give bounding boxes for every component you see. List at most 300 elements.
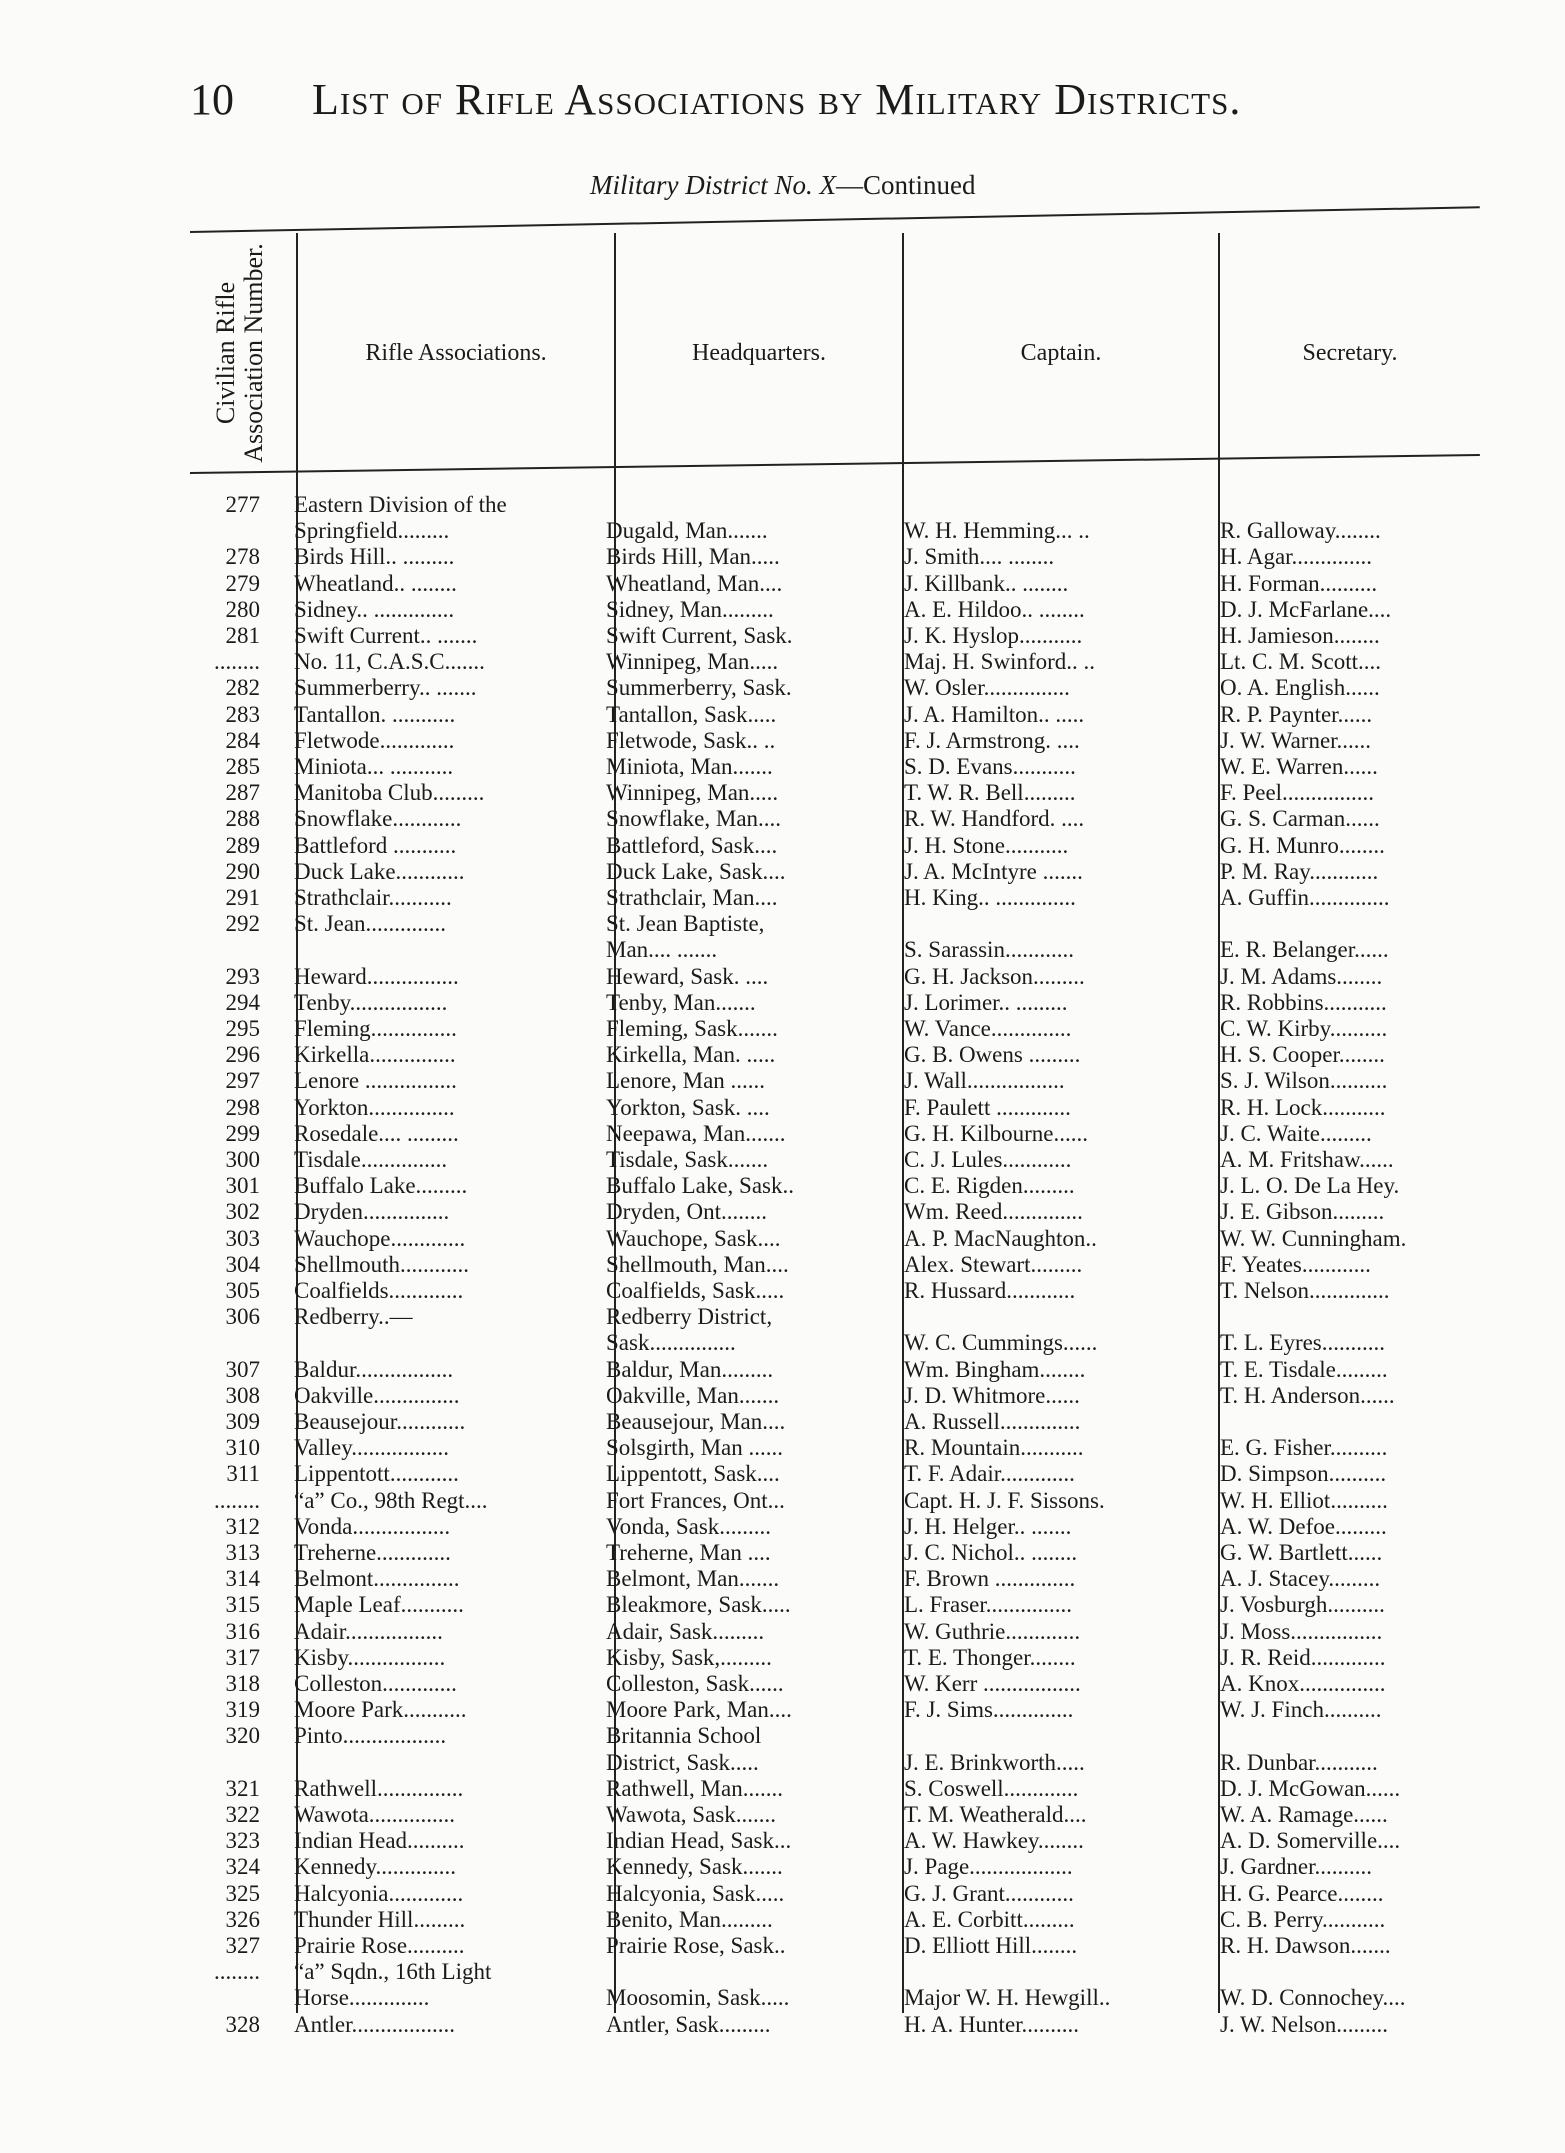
secretary-name: A. J. Stacey.........	[1220, 1566, 1381, 1592]
association-name: Pinto..................	[294, 1723, 447, 1749]
association-name: Sidney.. ..............	[294, 596, 455, 622]
table-row	[0, 1383, 1565, 1409]
secretary-name: J. E. Gibson.........	[1220, 1199, 1385, 1225]
table-row	[0, 1199, 1565, 1225]
table-row	[0, 1671, 1565, 1697]
association-number: 311	[226, 1461, 260, 1487]
captain-name: A. W. Hawkey........	[904, 1828, 1084, 1854]
association-number: 291	[225, 885, 260, 910]
association-name: Treherne.............	[294, 1540, 451, 1565]
association-name: Battleford ...........	[294, 832, 457, 858]
secretary-name: R. Galloway........	[1220, 518, 1381, 544]
association-name: Strathclair...........	[294, 885, 452, 910]
association-number: 303	[225, 1225, 260, 1251]
captain-name: W. Guthrie.............	[904, 1618, 1081, 1644]
association-name: Rathwell...............	[294, 1775, 464, 1801]
association-name: Kennedy..............	[294, 1854, 457, 1880]
association-name: Belmont...............	[294, 1566, 460, 1592]
headquarters: Strathclair, Man....	[606, 885, 778, 910]
table-row	[0, 1304, 1565, 1330]
association-name: Indian Head..........	[294, 1828, 465, 1854]
headquarters: Snowflake, Man....	[606, 806, 782, 832]
headquarters: Sask...............	[606, 1330, 736, 1356]
association-number: 327	[225, 1933, 260, 1958]
association-name: Redberry..—	[294, 1304, 413, 1330]
table-row	[0, 1907, 1565, 1933]
secretary-name: W. D. Connochey....	[1220, 1985, 1406, 2011]
captain-name: R. Hussard............	[904, 1278, 1076, 1303]
secretary-name: G. H. Munro........	[1220, 832, 1385, 858]
headquarters: Miniota, Man.......	[606, 754, 773, 779]
table-row	[0, 571, 1565, 597]
association-number: 299	[225, 1120, 260, 1146]
table-row	[0, 1488, 1565, 1514]
association-name: Halcyonia.............	[294, 1880, 464, 1906]
secretary-name: S. J. Wilson..........	[1220, 1068, 1388, 1094]
headquarters: Benito, Man.........	[606, 1906, 773, 1932]
association-number: 325	[225, 1880, 260, 1906]
headquarters: Coalfields, Sask.....	[606, 1278, 785, 1303]
secretary-name: T. Nelson..............	[1220, 1278, 1390, 1303]
table-row	[0, 2012, 1565, 2038]
secretary-name: J. W. Warner......	[1220, 727, 1372, 753]
headquarters: Fleming, Sask.......	[606, 1016, 778, 1041]
table-row	[0, 885, 1565, 911]
headquarters: Kirkella, Man. .....	[606, 1042, 776, 1068]
captain-name: Wm. Bingham........	[904, 1356, 1086, 1382]
captain-name: F. J. Armstrong. ....	[904, 727, 1080, 753]
headquarters: Heward, Sask. ....	[606, 963, 769, 989]
captain-name: Wm. Reed..............	[904, 1199, 1083, 1225]
association-number: ........	[214, 1959, 260, 1985]
table-row	[0, 649, 1565, 675]
association-name: Eastern Division of the	[294, 492, 507, 517]
association-number: 318	[225, 1671, 260, 1696]
association-name: Baldur.................	[294, 1356, 454, 1382]
secretary-name: F. Yeates............	[1220, 1251, 1371, 1277]
association-number: 310	[225, 1435, 260, 1461]
headquarters: Summerberry, Sask.	[606, 675, 792, 701]
headquarters: Tisdale, Sask.......	[606, 1147, 769, 1172]
table-row	[0, 1933, 1565, 1959]
association-name: Vonda.................	[294, 1513, 451, 1539]
association-number: 290	[225, 858, 260, 884]
table-row	[0, 1959, 1565, 1985]
secretary-name: J. R. Reid.............	[1220, 1644, 1386, 1670]
association-number: 314	[225, 1566, 260, 1592]
association-name: Moore Park...........	[294, 1697, 467, 1723]
association-name: Lippentott............	[294, 1461, 459, 1487]
secretary-name: W. A. Ramage......	[1220, 1802, 1388, 1827]
table-header	[0, 233, 1565, 473]
captain-name: J. K. Hyslop...........	[904, 623, 1083, 648]
headquarters: Baldur, Man.........	[606, 1356, 774, 1382]
captain-name: G. B. Owens .........	[904, 1042, 1081, 1068]
table-row	[0, 1278, 1565, 1304]
captain-name: T. E. Thonger........	[904, 1644, 1076, 1670]
association-number: 315	[225, 1592, 260, 1618]
secretary-name: J. C. Waite.........	[1220, 1120, 1372, 1146]
association-name: Snowflake............	[294, 806, 462, 832]
captain-name: J. Lorimer.. .........	[904, 989, 1068, 1015]
headquarters: Man.... .......	[606, 937, 718, 963]
association-name: “a” Sqdn., 16th Light	[294, 1959, 492, 1985]
secretary-name: A. D. Somerville....	[1220, 1828, 1401, 1854]
table-row	[0, 518, 1565, 544]
association-number: 307	[225, 1356, 260, 1382]
table-row	[0, 1226, 1565, 1252]
secretary-name: T. L. Eyres...........	[1220, 1330, 1386, 1356]
headquarters: Redberry District,	[606, 1304, 773, 1330]
association-name: Maple Leaf...........	[294, 1592, 464, 1618]
headquarters: Birds Hill, Man.....	[606, 544, 780, 570]
association-number: 321	[225, 1775, 260, 1801]
association-number: 284	[225, 727, 260, 753]
continued-label: —Continued	[836, 170, 976, 200]
captain-name: Capt. H. J. F. Sissons.	[904, 1487, 1105, 1513]
table-row	[0, 964, 1565, 990]
secretary-name: W. E. Warren......	[1220, 754, 1378, 779]
captain-name: G. H. Kilbourne......	[904, 1120, 1088, 1146]
association-number: 305	[225, 1278, 260, 1303]
headquarters: Kennedy, Sask.......	[606, 1854, 783, 1880]
secretary-name: E. G. Fisher..........	[1220, 1435, 1388, 1461]
association-number: 308	[225, 1382, 260, 1408]
headquarters: Fletwode, Sask.. ..	[606, 727, 776, 753]
col-header-captain: Captain.	[1020, 339, 1102, 366]
table-row	[0, 1566, 1565, 1592]
table-row	[0, 492, 1565, 518]
association-name: Birds Hill.. .........	[294, 544, 455, 570]
captain-name: J. H. Stone...........	[904, 832, 1069, 858]
page-title: List of Rifle Associations by Military Districts.	[312, 75, 1242, 124]
secretary-name: T. H. Anderson......	[1220, 1382, 1395, 1408]
table-row	[0, 1776, 1565, 1802]
captain-name: J. Page..................	[904, 1854, 1073, 1880]
headquarters: Belmont, Man.......	[606, 1566, 780, 1592]
captain-name: J. H. Helger.. .......	[904, 1513, 1072, 1539]
headquarters: Halcyonia, Sask.....	[606, 1880, 785, 1906]
association-name: Oakville...............	[294, 1382, 460, 1408]
association-name: No. 11, C.A.S.C.......	[294, 649, 485, 675]
association-name: Wheatland.. ........	[294, 570, 457, 596]
table-row	[0, 1042, 1565, 1068]
table-row	[0, 1330, 1565, 1356]
association-name: Wawota...............	[294, 1802, 456, 1827]
headquarters: Indian Head, Sask...	[606, 1828, 792, 1854]
secretary-name: H. G. Pearce........	[1220, 1880, 1384, 1906]
captain-name: J. C. Nichol.. ........	[904, 1540, 1078, 1565]
association-number: 328	[225, 2011, 260, 2037]
table-row	[0, 1409, 1565, 1435]
association-name: Tenby.................	[294, 989, 448, 1015]
secretary-name: R. P. Paynter......	[1220, 701, 1373, 727]
association-name: “a” Co., 98th Regt....	[294, 1487, 488, 1513]
headquarters: Wawota, Sask.......	[606, 1802, 776, 1827]
secretary-name: R. H. Dawson.......	[1220, 1933, 1391, 1958]
association-name: Buffalo Lake.........	[294, 1173, 468, 1199]
secretary-name: F. Peel................	[1220, 780, 1375, 806]
association-name: Dryden...............	[294, 1199, 450, 1225]
table-row	[0, 1068, 1565, 1094]
headquarters: Moore Park, Man....	[606, 1697, 792, 1723]
association-number: 292	[225, 911, 260, 937]
association-number: 282	[225, 675, 260, 701]
secretary-name: A. W. Defoe.........	[1220, 1513, 1387, 1539]
captain-name: G. H. Jackson.........	[904, 963, 1085, 989]
association-name: Shellmouth............	[294, 1251, 470, 1277]
secretary-name: T. E. Tisdale.........	[1220, 1356, 1388, 1382]
table-row	[0, 911, 1565, 937]
page-header	[190, 74, 1430, 134]
association-name: Horse..............	[294, 1985, 430, 2011]
captain-name: A. E. Hildoo.. ........	[904, 596, 1085, 622]
association-number: 293	[225, 963, 260, 989]
captain-name: H. A. Hunter..........	[904, 2011, 1080, 2037]
captain-name: A. E. Corbitt.........	[904, 1906, 1075, 1932]
association-number: 295	[225, 1016, 260, 1041]
association-name: St. Jean..............	[294, 911, 447, 937]
headquarters: Winnipeg, Man.....	[606, 649, 779, 675]
captain-name: W. Vance..............	[904, 1016, 1072, 1041]
secretary-name: A. Guffin..............	[1220, 885, 1390, 910]
association-number: 323	[225, 1828, 260, 1854]
secretary-name: W. H. Elliot..........	[1220, 1487, 1388, 1513]
association-number: ........	[214, 1487, 260, 1513]
association-name: Lenore ................	[294, 1068, 457, 1094]
secretary-name: A. M. Fritshaw......	[1220, 1147, 1394, 1172]
association-number: 312	[225, 1513, 260, 1539]
headquarters: Kisby, Sask,.........	[606, 1644, 772, 1670]
captain-name: L. Fraser...............	[904, 1592, 1073, 1618]
captain-name: T. F. Adair.............	[904, 1461, 1075, 1487]
captain-name: J. Wall.................	[904, 1068, 1065, 1094]
association-name: Valley.................	[294, 1435, 450, 1461]
secretary-name: E. R. Belanger......	[1220, 937, 1389, 963]
table-row	[0, 1828, 1565, 1854]
captain-name: S. Coswell.............	[904, 1775, 1079, 1801]
captain-name: Maj. H. Swinford.. ..	[904, 649, 1096, 675]
captain-name: C. J. Lules............	[904, 1147, 1072, 1172]
captain-name: D. Elliott Hill........	[904, 1933, 1078, 1958]
secretary-name: A. Knox...............	[1220, 1671, 1386, 1696]
association-name: Rosedale.... .........	[294, 1120, 459, 1146]
table-row	[0, 1854, 1565, 1880]
secretary-name: C. B. Perry...........	[1220, 1906, 1386, 1932]
association-name: Kisby.................	[294, 1644, 446, 1670]
secretary-name: W. W. Cunningham.	[1220, 1225, 1407, 1251]
secretary-name: H. S. Cooper........	[1220, 1042, 1385, 1068]
table-row	[0, 1723, 1565, 1749]
captain-name: J. A. McIntyre .......	[904, 858, 1083, 884]
association-number: 280	[225, 596, 260, 622]
association-name: Manitoba Club.........	[294, 780, 485, 806]
captain-name: W. H. Hemming... ..	[904, 518, 1090, 544]
headquarters: Shellmouth, Man....	[606, 1251, 789, 1277]
table-row	[0, 1540, 1565, 1566]
headquarters: Bleakmore, Sask.....	[606, 1592, 791, 1618]
association-number: 320	[225, 1723, 260, 1749]
captain-name: G. J. Grant............	[904, 1880, 1074, 1906]
captain-name: W. Osler...............	[904, 675, 1070, 701]
table-row	[0, 859, 1565, 885]
association-name: Colleston.............	[294, 1671, 457, 1696]
captain-name: F. J. Sims..............	[904, 1697, 1074, 1723]
association-name: Yorkton...............	[294, 1094, 455, 1120]
association-name: Antler..................	[294, 2011, 455, 2037]
association-number: 319	[225, 1697, 260, 1723]
table-row	[0, 1514, 1565, 1540]
table-row	[0, 623, 1565, 649]
association-number: 298	[225, 1094, 260, 1120]
association-number: 294	[225, 989, 260, 1015]
headquarters: Wheatland, Man....	[606, 570, 783, 596]
secretary-name: H. Jamieson........	[1220, 623, 1380, 648]
captain-name: S. D. Evans...........	[904, 754, 1076, 779]
secretary-name: J. Vosburgh..........	[1220, 1592, 1385, 1618]
table-row	[0, 1461, 1565, 1487]
captain-name: F. Paulett .............	[904, 1094, 1071, 1120]
secretary-name: D. J. McGowan......	[1220, 1775, 1401, 1801]
association-number: 300	[225, 1147, 260, 1172]
headquarters: Vonda, Sask.........	[606, 1513, 772, 1539]
headquarters: Oakville, Man.......	[606, 1382, 780, 1408]
captain-name: J. E. Brinkworth.....	[904, 1749, 1085, 1775]
headquarters: Prairie Rose, Sask..	[606, 1933, 786, 1958]
secretary-name: D. Simpson..........	[1220, 1461, 1387, 1487]
table-row	[0, 780, 1565, 806]
association-number: 316	[225, 1618, 260, 1644]
association-name: Heward................	[294, 963, 459, 989]
captain-name: C. E. Rigden.........	[904, 1173, 1075, 1199]
association-number: 306	[225, 1304, 260, 1330]
association-name: Tantallon. ...........	[294, 701, 456, 727]
association-number: 317	[225, 1644, 260, 1670]
headquarters: Treherne, Man ....	[606, 1540, 771, 1565]
col-header-headquarters: Headquarters.	[692, 339, 826, 366]
association-number: 302	[225, 1199, 260, 1225]
table-row	[0, 990, 1565, 1016]
secretary-name: J. Moss................	[1220, 1618, 1383, 1644]
headquarters: Swift Current, Sask.	[606, 623, 793, 648]
headquarters: Sidney, Man.........	[606, 596, 774, 622]
headquarters: Winnipeg, Man.....	[606, 780, 779, 806]
headquarters: Yorkton, Sask. ....	[606, 1094, 770, 1120]
headquarters: Colleston, Sask......	[606, 1671, 784, 1696]
secretary-name: J. L. O. De La Hey.	[1220, 1173, 1400, 1199]
table-row	[0, 937, 1565, 963]
secretary-name: H. Agar..............	[1220, 544, 1373, 570]
district-title	[590, 170, 976, 201]
secretary-name: G. S. Carman......	[1220, 806, 1380, 832]
association-number: 285	[225, 754, 260, 779]
headquarters: Fort Frances, Ont...	[606, 1487, 785, 1513]
headquarters: Antler, Sask.........	[606, 2011, 771, 2037]
secretary-name: R. H. Lock...........	[1220, 1094, 1386, 1120]
association-number: 287	[225, 780, 260, 806]
headquarters: Dugald, Man.......	[606, 518, 768, 544]
association-number: 322	[225, 1802, 260, 1827]
secretary-name: G. W. Bartlett......	[1220, 1540, 1383, 1565]
secretary-name: J. W. Nelson.........	[1220, 2011, 1389, 2037]
association-number: 324	[225, 1854, 260, 1880]
headquarters: Neepawa, Man.......	[606, 1120, 786, 1146]
association-number: 297	[225, 1068, 260, 1094]
secretary-name: R. Robbins...........	[1220, 989, 1387, 1015]
headquarters: Battleford, Sask....	[606, 832, 778, 858]
association-number: ........	[214, 649, 260, 675]
table-row	[0, 1697, 1565, 1723]
headquarters: Duck Lake, Sask....	[606, 858, 786, 884]
association-number: 301	[225, 1173, 260, 1199]
table-row	[0, 728, 1565, 754]
headquarters: Moosomin, Sask.....	[606, 1985, 790, 2011]
headquarters: Tantallon, Sask.....	[606, 701, 777, 727]
table-row	[0, 1435, 1565, 1461]
captain-name: S. Sarassin............	[904, 937, 1074, 963]
headquarters: Tenby, Man.......	[606, 989, 756, 1015]
association-name: Adair.................	[294, 1618, 443, 1644]
association-number: 326	[225, 1906, 260, 1932]
association-number: 281	[225, 623, 260, 648]
captain-name: H. King.. ..............	[904, 885, 1076, 910]
captain-name: F. Brown ..............	[904, 1566, 1076, 1592]
association-number: 296	[225, 1042, 260, 1068]
page-number: 10	[190, 75, 234, 124]
headquarters: Beausejour, Man....	[606, 1409, 786, 1434]
table-top-rule	[190, 206, 1480, 233]
secretary-name: O. A. English......	[1220, 675, 1380, 701]
association-name: Summerberry.. .......	[294, 675, 477, 701]
association-name: Coalfields.............	[294, 1278, 464, 1303]
captain-name: Major W. H. Hewgill..	[904, 1985, 1111, 2011]
table-row	[0, 702, 1565, 728]
secretary-name: Lt. C. M. Scott....	[1220, 649, 1382, 675]
association-name: Thunder Hill.........	[294, 1906, 466, 1932]
association-number: 278	[225, 544, 260, 570]
table-row	[0, 1881, 1565, 1907]
headquarters: Buffalo Lake, Sask..	[606, 1173, 795, 1199]
captain-name: A. Russell..............	[904, 1409, 1081, 1434]
association-number: 289	[225, 832, 260, 858]
association-name: Tisdale...............	[294, 1147, 448, 1172]
table-row	[0, 1252, 1565, 1278]
secretary-name: W. J. Finch..........	[1220, 1697, 1382, 1723]
captain-name: T. W. R. Bell.........	[904, 780, 1076, 806]
captain-name: W. Kerr .................	[904, 1671, 1081, 1696]
association-name: Beausejour............	[294, 1409, 466, 1434]
captain-name: J. D. Whitmore......	[904, 1382, 1080, 1408]
association-number: 277	[225, 492, 260, 517]
col-header-secretary: Secretary.	[1302, 339, 1398, 366]
table-row	[0, 1357, 1565, 1383]
captain-name: R. W. Handford. ....	[904, 806, 1085, 832]
association-number: 309	[225, 1409, 260, 1434]
captain-name: A. P. MacNaughton..	[904, 1225, 1097, 1251]
secretary-name: C. W. Kirby..........	[1220, 1016, 1388, 1041]
table-row	[0, 1750, 1565, 1776]
headquarters: Adair, Sask.........	[606, 1618, 765, 1644]
association-name: Swift Current.. .......	[294, 623, 478, 648]
table-row	[0, 597, 1565, 623]
association-number: 313	[225, 1540, 260, 1565]
table-row	[0, 1592, 1565, 1618]
district-name: Military District No. X	[590, 170, 836, 200]
captain-name: J. A. Hamilton.. .....	[904, 701, 1085, 727]
association-name: Springfield.........	[294, 518, 450, 544]
table-row	[0, 1619, 1565, 1645]
table-row	[0, 1121, 1565, 1147]
